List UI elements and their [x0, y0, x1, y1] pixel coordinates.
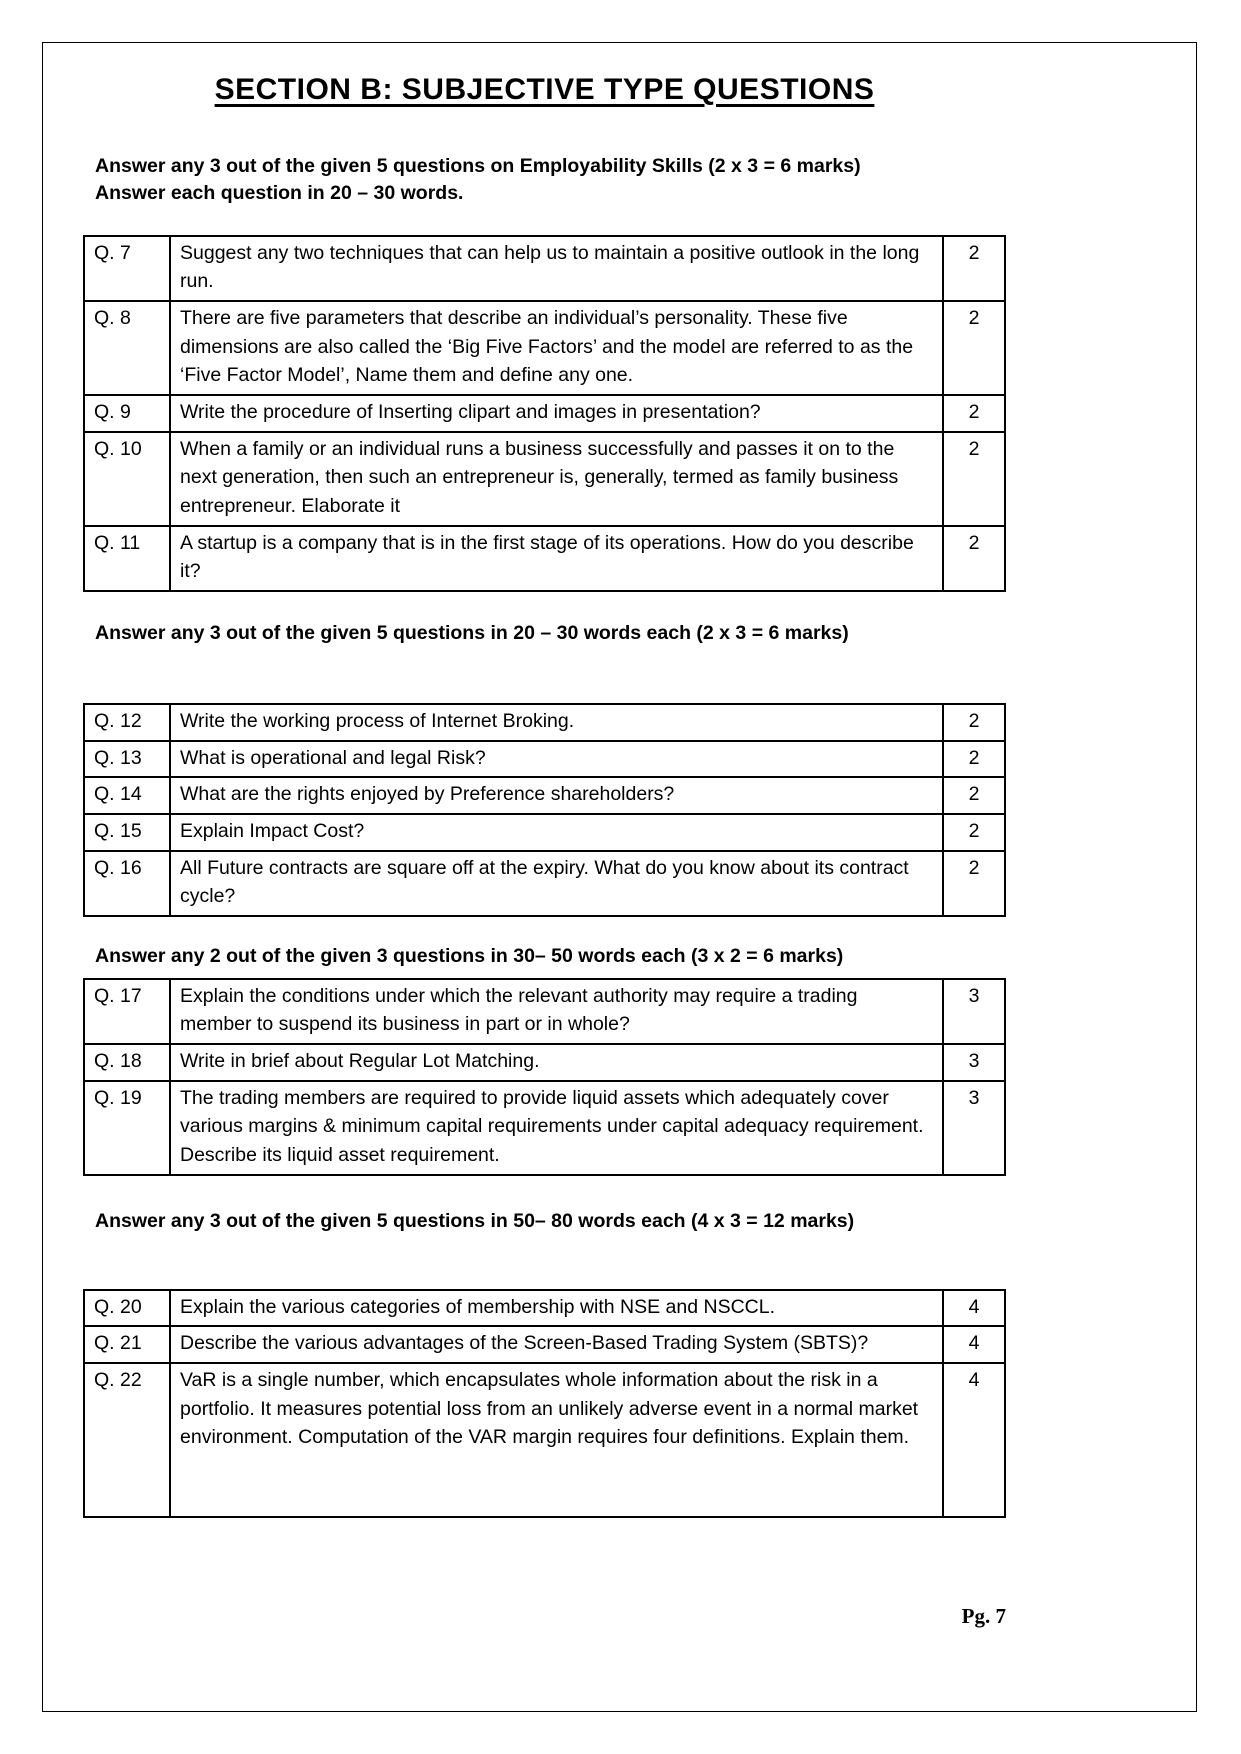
question-marks: 3: [943, 1081, 1005, 1175]
question-number: Q. 17: [84, 979, 170, 1044]
table-row: [84, 395, 1005, 432]
question-text: Suggest any two techniques that can help us to maintain a positive outlook in the long run.: [170, 236, 943, 301]
question-text: Write the procedure of Inserting clipart and images in presentation?: [170, 395, 943, 432]
question-marks: 2: [943, 395, 1005, 432]
question-number: Q. 19: [84, 1081, 170, 1175]
table-row: [84, 777, 1005, 814]
page-number: Pg. 7: [961, 1603, 1006, 1628]
question-number: Q. 22: [84, 1363, 170, 1517]
question-text: VaR is a single number, which encapsulates whole information about the risk in a portfolio. It measures potential loss from an unlikely adverse event in a normal market environment. Computation of the VAR margin requires four definitions. Explain them.: [170, 1363, 943, 1517]
question-text: Describe the various advantages of the Screen-Based Trading System (SBTS)?: [170, 1326, 943, 1363]
table-row: [84, 526, 1005, 591]
question-text: Explain the various categories of membership with NSE and NSCCL.: [170, 1290, 943, 1327]
question-marks: 3: [943, 1044, 1005, 1081]
section-50-80-words: [83, 1208, 1006, 1518]
question-number: Q. 20: [84, 1290, 170, 1327]
page-title: SECTION B: SUBJECTIVE TYPE QUESTIONS: [214, 73, 875, 106]
question-text: When a family or an individual runs a business successfully and passes it on to the next generation, then such an entrepreneur is, generally, termed as family business entrepreneur. Elaborate it: [170, 432, 943, 526]
page-content: [43, 43, 1196, 1629]
question-marks: 2: [943, 814, 1005, 851]
question-number: Q. 8: [84, 301, 170, 395]
question-marks: 2: [943, 526, 1005, 591]
question-marks: 2: [943, 432, 1005, 526]
question-text: What are the rights enjoyed by Preference shareholders?: [170, 777, 943, 814]
question-number: Q. 21: [84, 1326, 170, 1363]
question-table: [83, 703, 1006, 917]
question-text: The trading members are required to provide liquid assets which adequately cover various margins & minimum capital requirements under capital adequacy requirement. Describe its liquid asset requirement.: [170, 1081, 943, 1175]
question-marks: 2: [943, 741, 1005, 778]
question-number: Q. 9: [84, 395, 170, 432]
table-row: [84, 1044, 1005, 1081]
question-number: Q. 18: [84, 1044, 170, 1081]
question-marks: 3: [943, 979, 1005, 1044]
table-row: [84, 301, 1005, 395]
question-marks: 2: [943, 704, 1005, 741]
question-text: Explain Impact Cost?: [170, 814, 943, 851]
question-marks: 2: [943, 777, 1005, 814]
instruction-line: Answer any 3 out of the given 5 questions on Employability Skills (2 x 3 = 6 marks): [95, 155, 861, 177]
question-marks: 4: [943, 1363, 1005, 1517]
question-text: What is operational and legal Risk?: [170, 741, 943, 778]
question-number: Q. 14: [84, 777, 170, 814]
question-text: A startup is a company that is in the first stage of its operations. How do you describe it?: [170, 526, 943, 591]
section-30-50-words: [83, 943, 1006, 1176]
question-number: Q. 15: [84, 814, 170, 851]
section-instruction: [83, 153, 1006, 207]
page-border: [42, 42, 1197, 1712]
table-row: [84, 1290, 1005, 1327]
question-number: Q. 16: [84, 851, 170, 916]
question-text: All Future contracts are square off at the expiry. What do you know about its contract cycle?: [170, 851, 943, 916]
section-instruction: [83, 620, 1006, 647]
question-table: [83, 1289, 1006, 1518]
table-row: [84, 741, 1005, 778]
question-text: Write the working process of Internet Broking.: [170, 704, 943, 741]
question-number: Q. 7: [84, 236, 170, 301]
table-row: [84, 814, 1005, 851]
section-instruction: [83, 1208, 1006, 1235]
table-row: [84, 851, 1005, 916]
table-row: [84, 1081, 1005, 1175]
question-number: Q. 13: [84, 741, 170, 778]
question-table: [83, 978, 1006, 1176]
question-text: There are five parameters that describe an individual’s personality. These five dimensions are also called the ‘Big Five Factors’ and the model are referred to as the ‘Five Factor Model’, Name them and define any one.: [170, 301, 943, 395]
question-number: Q. 10: [84, 432, 170, 526]
table-row: [84, 236, 1005, 301]
instruction-line: Answer any 2 out of the given 3 questions in 30– 50 words each (3 x 2 = 6 marks): [95, 944, 844, 967]
question-text: Write in brief about Regular Lot Matching.: [170, 1044, 943, 1081]
question-marks: 4: [943, 1326, 1005, 1363]
question-marks: 2: [943, 236, 1005, 301]
question-text: Explain the conditions under which the relevant authority may require a trading member to suspend its business in part or in whole?: [170, 979, 943, 1044]
section-20-30-words: [83, 620, 1006, 917]
table-row: [84, 432, 1005, 526]
section-employability-skills: [83, 153, 1006, 592]
question-marks: 2: [943, 851, 1005, 916]
question-number: Q. 12: [84, 704, 170, 741]
instruction-line: Answer each question in 20 – 30 words.: [95, 181, 464, 204]
table-row: [84, 979, 1005, 1044]
question-marks: 4: [943, 1290, 1005, 1327]
table-row: [84, 1326, 1005, 1363]
question-marks: 2: [943, 301, 1005, 395]
instruction-line: Answer any 3 out of the given 5 questions in 50– 80 words each (4 x 3 = 12 marks): [95, 1209, 855, 1232]
instruction-line: Answer any 3 out of the given 5 questions in 20 – 30 words each (2 x 3 = 6 marks): [95, 622, 849, 645]
question-number: Q. 11: [84, 526, 170, 591]
table-row: [84, 704, 1005, 741]
question-table: [83, 235, 1006, 592]
section-instruction: [83, 943, 1006, 970]
table-row: [84, 1363, 1005, 1517]
